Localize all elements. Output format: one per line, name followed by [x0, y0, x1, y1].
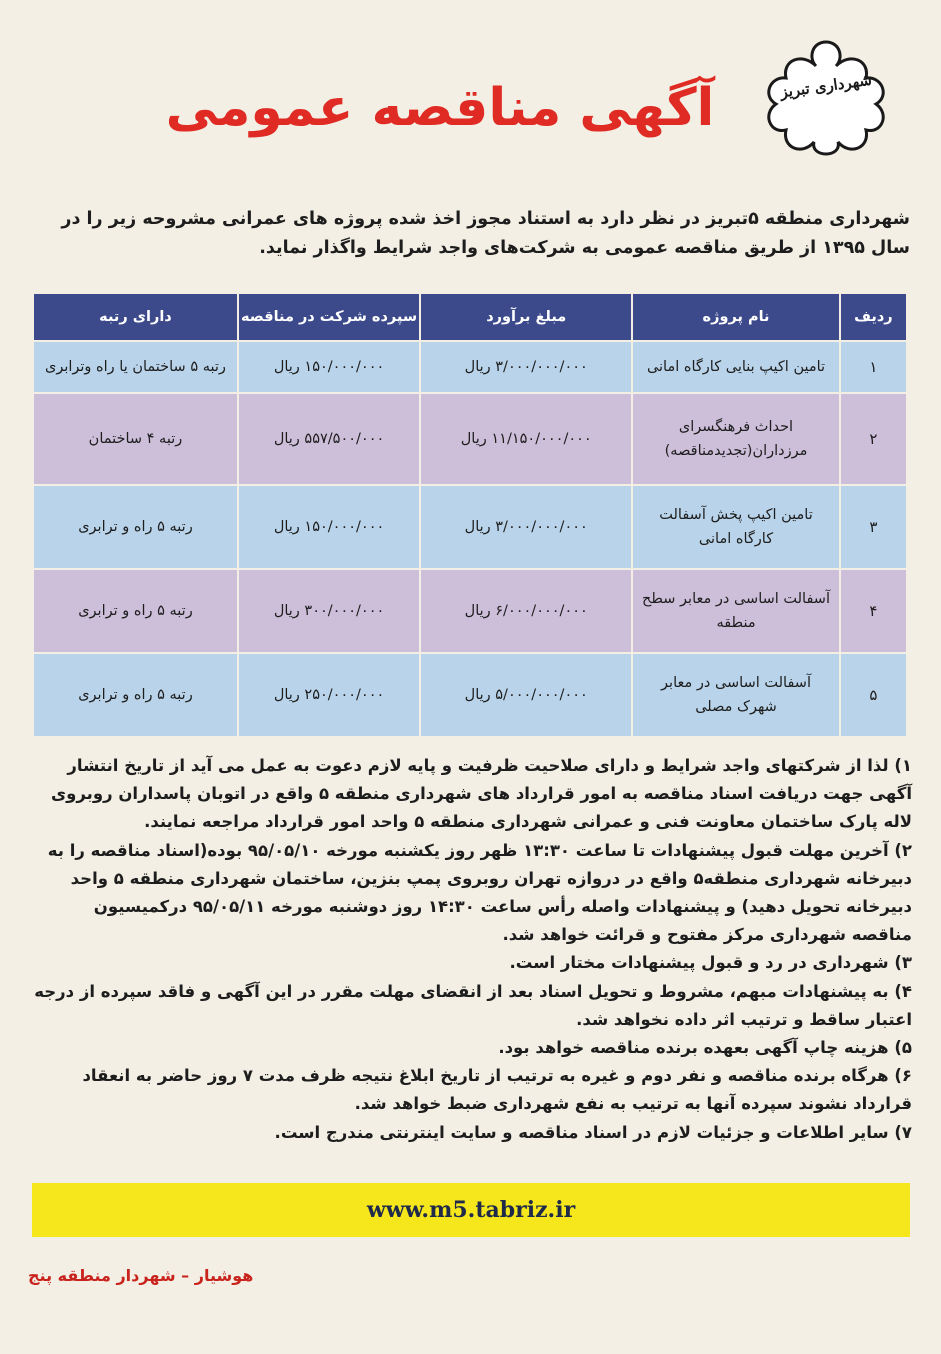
cell-estimate: ۱۱/۱۵۰/۰۰۰/۰۰۰ ریال: [420, 393, 632, 485]
header-deposit: سپرده شرکت در مناقصه: [238, 293, 420, 341]
cell-radif: ۴: [840, 569, 907, 653]
table-row: [33, 569, 907, 653]
cell-estimate: ۵/۰۰۰/۰۰۰/۰۰۰ ریال: [420, 653, 632, 737]
cell-rank: رتبه ۵ راه و ترابری: [33, 485, 238, 569]
cell-deposit: ۱۵۰/۰۰۰/۰۰۰ ریال: [238, 485, 420, 569]
cell-estimate: ۶/۰۰۰/۰۰۰/۰۰۰ ریال: [420, 569, 632, 653]
header-project-name: نام پروژه: [632, 293, 840, 341]
logo-text: شهرداری تبریز: [779, 70, 873, 102]
header-estimate: مبلغ برآورد: [420, 293, 632, 341]
table-row: [33, 393, 907, 485]
table-row: [33, 485, 907, 569]
cell-radif: ۵: [840, 653, 907, 737]
cell-rank: رتبه ۵ راه و ترابری: [33, 653, 238, 737]
header-rank: دارای رتبه: [33, 293, 238, 341]
condition-item: ۷) سایر اطلاعات و جزئیات لازم در اسناد مناقصه و سایت اینترنتی مندرج است.: [274, 1122, 912, 1142]
table-row: [33, 653, 907, 737]
table-row: [33, 341, 907, 393]
cell-project-name: تامین اکیپ پخش آسفالت کارگاه امانی: [632, 485, 840, 569]
condition-item: ۴) به پیشنهادات مبهم، مشروط و تحویل اسناد بعد از انقضای مهلت مقرر در این آگهی و فاقد سپرده از درجه اعتبار ساقط و ترتیب اثر داده نخواهد شد.: [34, 981, 912, 1029]
cell-estimate: ۳/۰۰۰/۰۰۰/۰۰۰ ریال: [420, 341, 632, 393]
condition-item: ۶) هرگاه برنده مناقصه و نفر دوم و غیره به ترتیب از تاریخ ابلاغ نتیجه ظرف مدت ۷ روز حاضر به انعقاد قرارداد نشوند سپرده آنها به ترتیب به نفع شهرداری ضبط خواهد شد.: [82, 1066, 912, 1114]
cell-deposit: ۱۵۰/۰۰۰/۰۰۰ ریال: [238, 341, 420, 393]
cell-project-name: تامین اکیپ بنایی کارگاه امانی: [632, 341, 840, 393]
cell-rank: رتبه ۵ راه و ترابری: [33, 569, 238, 653]
cell-rank: رتبه ۵ ساختمان یا راه وترابری: [33, 341, 238, 393]
cell-radif: ۱: [840, 341, 907, 393]
condition-item: ۱) لذا از شرکتهای واجد شرایط و دارای صلاحیت ظرفیت و پایه لازم دعوت به عمل می آید از تاریخ انتشار آگهی جهت دریافت اسناد مناقصه به امور قرارداد های شهرداری منطقه ۵ واقع در اتوبان پاسداران روبروی لاله پارک ساختمان معاونت فنی و عمرانی شهرداری منطقه ۵ واحد امور قرارداد مراجعه نمایند.: [51, 756, 912, 832]
cell-radif: ۳: [840, 485, 907, 569]
condition-item: ۵) هزینه چاپ آگهی بعهده برنده مناقصه خواهد بود.: [498, 1038, 912, 1058]
website-banner: [32, 1183, 910, 1237]
condition-item: ۳) شهرداری در رد و قبول پیشنهادات مختار است.: [509, 953, 912, 973]
condition-item: ۲) آخرین مهلت قبول پیشنهادات تا ساعت ۱۳:۳۰ ظهر روز یکشنبه مورخه ۹۵/۰۵/۱۰ بوده(اسناد مناقصه را به دبیرخانه شهرداری منطقه۵ واقع در دروازه تهران روبروی پمپ بنزین، ساختمان شهرداری منطقه ۵ واحد دبیرخانه تحویل دهید) و پیشنهادات واصله رأس ساعت ۱۴:۳۰ روز دوشنبه مورخه ۹۵/۰۵/۱۱ درکمیسیون مناقصه شهرداری مرکز مفتوح و قرائت خواهد شد.: [47, 840, 912, 945]
cell-deposit: ۳۰۰/۰۰۰/۰۰۰ ریال: [238, 569, 420, 653]
table-header-row: [33, 293, 907, 341]
conditions-list: [30, 752, 912, 1147]
cell-project-name: احداث فرهنگسرای مرزداران(تجدیدمناقصه): [632, 393, 840, 485]
intro-paragraph: شهرداری منطقه ۵تبریز در نظر دارد به استناد مجوز اخذ شده پروژه های عمرانی مشروحه زیر را در سال ۱۳۹۵ از طریق مناقصه عمومی به شرکت‌های واجد شرایط واگذار نماید.: [61, 209, 910, 258]
header-radif: ردیف: [840, 293, 907, 341]
cell-project-name: آسفالت اساسی در معابر شهرک مصلی: [632, 653, 840, 737]
website-link[interactable]: www.m5.tabriz.ir: [366, 1197, 576, 1223]
cell-radif: ۲: [840, 393, 907, 485]
signature: هوشیار – شهردار منطقه پنج: [28, 1266, 254, 1285]
projects-table: [32, 292, 908, 738]
page-title: آگهی مناقصه عمومی: [165, 78, 715, 138]
cell-deposit: ۲۵۰/۰۰۰/۰۰۰ ریال: [238, 653, 420, 737]
cell-estimate: ۳/۰۰۰/۰۰۰/۰۰۰ ریال: [420, 485, 632, 569]
cell-rank: رتبه ۴ ساختمان: [33, 393, 238, 485]
cell-project-name: آسفالت اساسی در معابر سطح منطقه: [632, 569, 840, 653]
tabriz-municipality-logo: [758, 36, 894, 164]
cell-deposit: ۵۵۷/۵۰۰/۰۰۰ ریال: [238, 393, 420, 485]
